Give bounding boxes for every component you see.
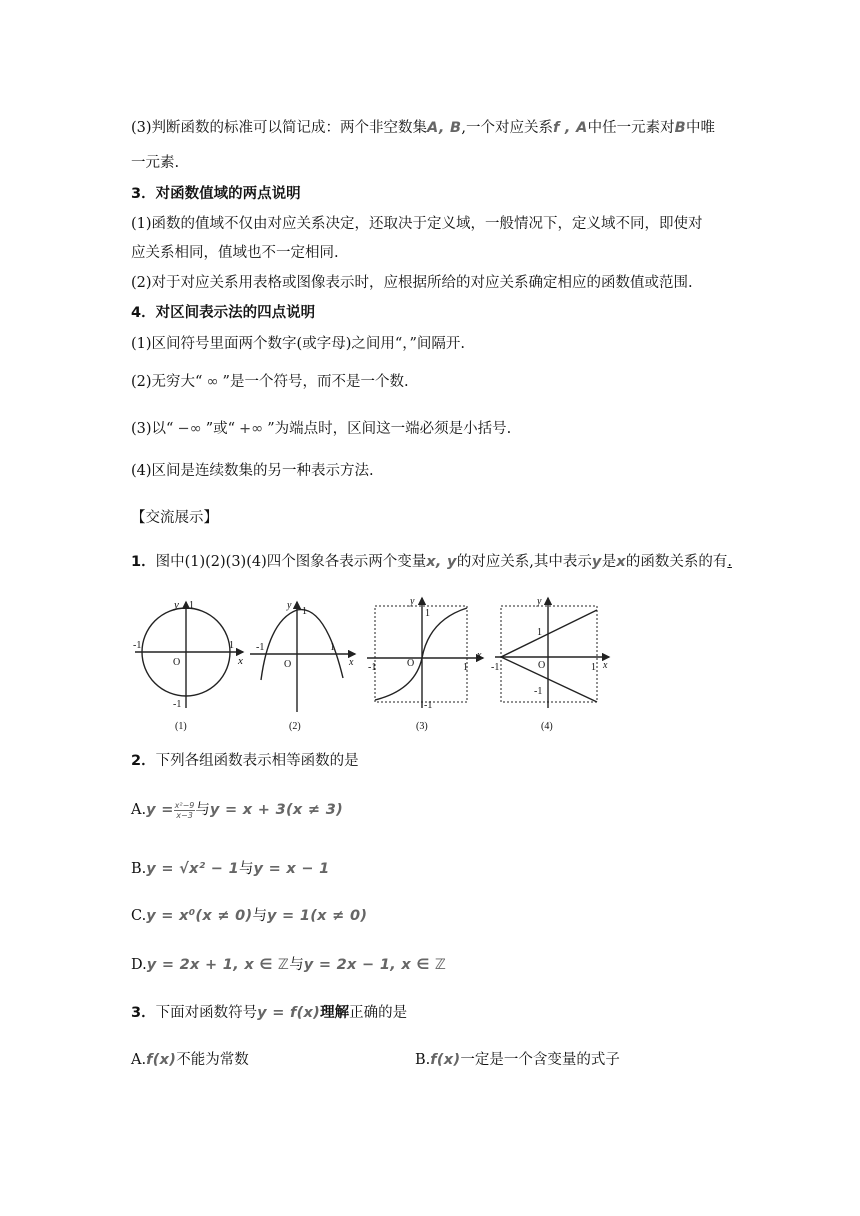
math-pos-infinity: +∞ (239, 421, 264, 437)
para-criterion (131, 118, 715, 138)
text: (2)无穷大“ (131, 374, 203, 390)
graph-3-y-label: y (410, 596, 415, 607)
graph-4-tick-neg1: -1 (491, 662, 500, 673)
graph-1-origin: O (173, 657, 181, 668)
text: (3)判断函数的标准可以简记成：两个非空数集 (131, 120, 428, 136)
math-expression: y = 2x − 1, x ∈ ℤ (303, 957, 447, 973)
graph-1-caption: (1) (175, 721, 187, 732)
graph-4-tick-yneg1: -1 (534, 686, 543, 697)
math-sets: A, B (427, 120, 462, 136)
graph-2-tick-1: 1 (330, 642, 335, 653)
math-expression: y = x + 3(x ≠ 3) (209, 802, 344, 818)
para-range-1: (1)函数的值域不仅由对应关系决定，还取决于定义域，一般情况下，定义域不同，即使对 (131, 216, 703, 232)
text: 中唯 (685, 120, 715, 136)
math-x: x (616, 554, 626, 570)
graph-2-x-label: x (349, 657, 354, 668)
text: 的函数关系的有 (625, 554, 728, 570)
text: 是 (601, 554, 617, 570)
option-label: A. (131, 1052, 147, 1068)
math-b: B (674, 120, 686, 136)
answer-blank: . (727, 554, 732, 570)
math-expression: y = 2x + 1, x ∈ ℤ (146, 957, 290, 973)
text-bold: 理解 (320, 1005, 350, 1021)
graph-4-origin: O (538, 660, 546, 671)
text: 中任一元素对 (587, 120, 675, 136)
graph-1-y-label: y (174, 599, 179, 611)
question-2 (131, 751, 359, 771)
graph-3-caption: (3) (416, 721, 428, 732)
heading-exchange: 【交流展示】 (131, 510, 218, 526)
question-3 (131, 1003, 407, 1023)
question-1 (131, 552, 732, 572)
graph-4-caption: (4) (541, 721, 553, 732)
text: 一定是一个含变量的式子 (460, 1052, 620, 1068)
option-d (131, 955, 446, 975)
para-interval-4: (4)区间是连续数集的另一种表示方法. (131, 463, 374, 479)
option-label: C. (131, 908, 147, 924)
text: 图中(1)(2)(3)(4)四个图象各表示两个变量 (155, 554, 427, 570)
math-f-a: f , A (552, 120, 588, 136)
graph-4 (495, 598, 609, 708)
text: ”或“ (205, 421, 236, 437)
question-number: 1． (131, 554, 156, 570)
math-fx: f(x) (146, 1052, 177, 1068)
graph-4-tick-1: 1 (591, 662, 596, 673)
math-y: y = (146, 802, 174, 818)
math-fx: f(x) (430, 1052, 461, 1068)
text: 下列各组函数表示相等函数的是 (155, 753, 359, 769)
graph-1-tick-y1: 1 (189, 600, 194, 611)
graph-2-y-label: y (287, 600, 292, 611)
para-range-1-cont: 应关系相同，值域也不一定相同. (131, 245, 339, 261)
text: 与 (195, 802, 210, 818)
math-y: y (591, 554, 602, 570)
text: 正确的是 (349, 1005, 408, 1021)
graph-4-tick-y1: 1 (537, 627, 542, 638)
para-criterion-cont: 一元素. (131, 155, 180, 171)
option-label: D. (131, 957, 147, 973)
text: 与 (252, 908, 267, 924)
graph-2-origin: O (284, 659, 292, 670)
text: 与 (289, 957, 304, 973)
text: 的对应关系,其中表示 (456, 554, 592, 570)
graph-2 (250, 602, 355, 712)
graph-2-tick-y1: 1 (302, 606, 307, 617)
text: ,一个对应关系 (461, 120, 553, 136)
para-interval-3 (131, 419, 511, 439)
math-infinity: ∞ (206, 374, 219, 390)
graph-3-tick-y1: 1 (425, 608, 430, 619)
math-expression: y = 1(x ≠ 0) (266, 908, 368, 924)
para-range-2: (2)对于对应关系用表格或图像表示时，应根据所给的对应关系确定相应的函数值或范围. (131, 275, 693, 291)
math-neg-infinity: −∞ (177, 421, 202, 437)
heading-range: 3．对函数值域的两点说明 (131, 186, 301, 202)
option-label: B. (131, 861, 147, 877)
graph-3-tick-neg1: -1 (368, 662, 377, 673)
para-interval-2 (131, 372, 409, 392)
option-b (131, 859, 330, 879)
text: 与 (238, 861, 254, 877)
graph-1-tick-yneg1: -1 (173, 699, 182, 710)
text: 下面对函数符号 (155, 1005, 258, 1021)
function-graphs-figure (125, 590, 615, 740)
fraction-denominator: x−3 (176, 810, 193, 820)
option-a (131, 800, 343, 820)
graph-3-tick-1: 1 (463, 662, 468, 673)
graph-2-caption: (2) (289, 721, 301, 732)
fraction-numerator: x²−9 (174, 800, 195, 810)
graph-1-tick-neg1: -1 (133, 640, 142, 651)
graph-3-x-label: x (477, 650, 482, 661)
graph-4-x-label: x (603, 660, 608, 671)
graph-1 (135, 602, 243, 708)
text: 不能为常数 (176, 1052, 249, 1068)
graph-1-tick-1: 1 (229, 640, 234, 651)
graph-1-x-label: x (238, 655, 243, 667)
graph-3-tick-yneg1: -1 (424, 700, 433, 711)
q3-option-a (131, 1050, 249, 1070)
math-expression: y = x⁰(x ≠ 0) (146, 908, 253, 924)
graph-4-y-label: y (537, 596, 542, 607)
math-fraction (174, 801, 196, 820)
para-interval-1: (1)区间符号里面两个数字(或字母)之间用“，”间隔开. (131, 336, 466, 352)
option-label: B. (415, 1052, 431, 1068)
question-number: 2． (131, 753, 156, 769)
text: ”为端点时，区间这一端必须是小括号. (267, 421, 512, 437)
math-xy: x, y (426, 554, 457, 570)
heading-interval: 4．对区间表示法的四点说明 (131, 305, 316, 321)
math-y-fx: y = f(x) (257, 1005, 321, 1021)
graph-3-origin: O (407, 658, 415, 669)
question-number: 3． (131, 1005, 156, 1021)
math-expression: y = √x² − 1 (146, 861, 239, 877)
text: (3)以“ (131, 421, 174, 437)
graph-2-tick-neg1: -1 (256, 642, 265, 653)
q3-option-b (415, 1050, 620, 1070)
option-c (131, 906, 367, 926)
math-expression: y = x − 1 (253, 861, 330, 877)
option-label: A. (131, 802, 147, 818)
text: ”是一个符号，而不是一个数. (222, 374, 409, 390)
